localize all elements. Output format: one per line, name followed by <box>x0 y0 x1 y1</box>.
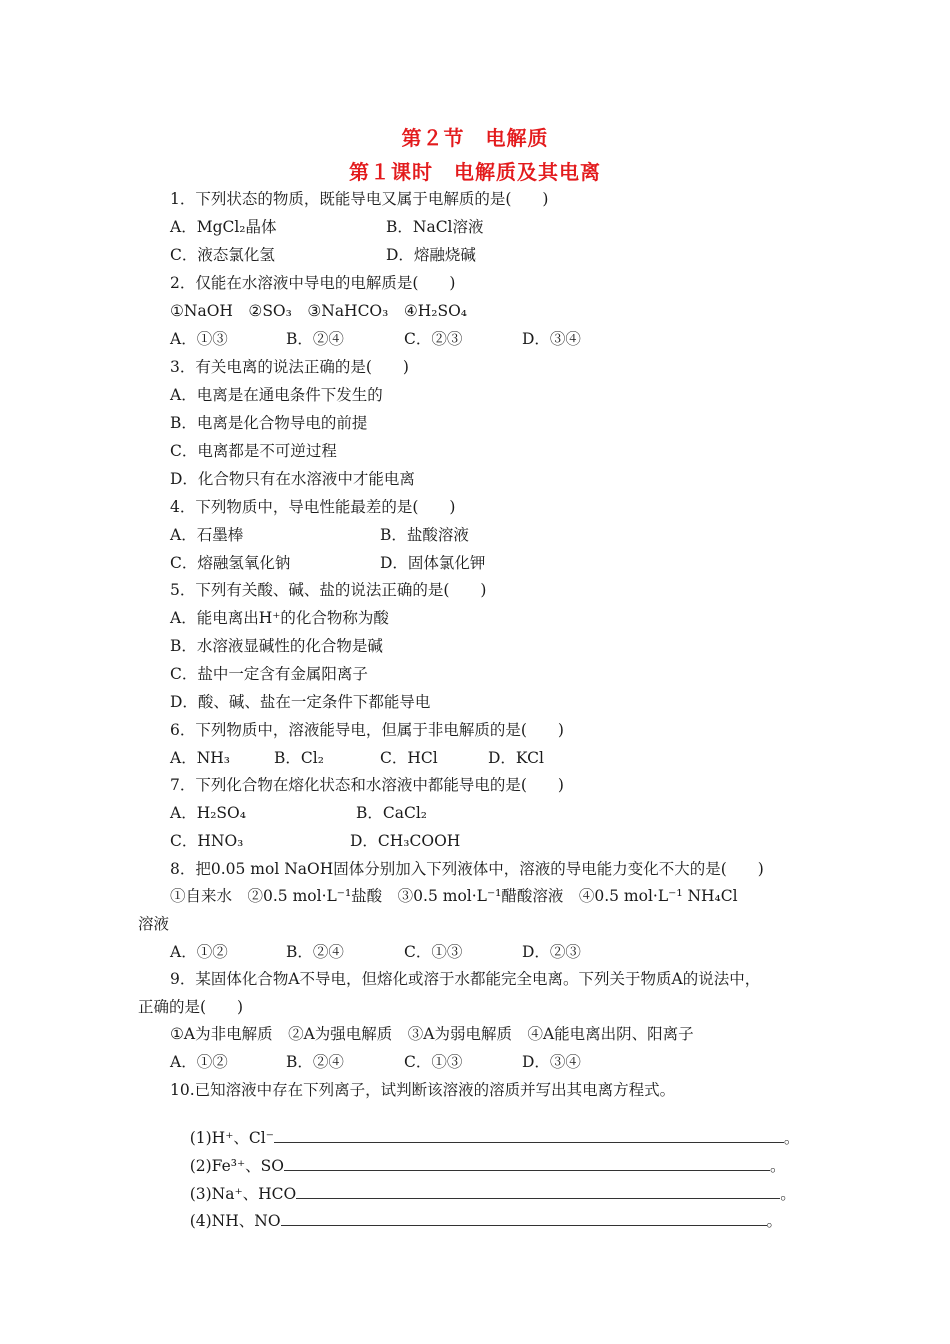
question-5-stem: 5．下列有关酸、碱、盐的说法正确的是( ) <box>170 581 487 599</box>
part-4-period: 。 <box>766 1212 783 1230</box>
question-7-option-b: B．CaCl₂ <box>356 804 428 822</box>
answer-blank-4[interactable] <box>281 1211 767 1226</box>
question-6-option-a: A．NH₃ <box>170 749 230 767</box>
question-6-option-b: B．Cl₂ <box>274 749 324 767</box>
part-2-ions: (2)Fe³⁺、SO <box>189 1157 284 1175</box>
question-4-option-a: A．石墨棒 <box>170 526 244 544</box>
question-9-option-a: A．①② <box>170 1053 228 1071</box>
question-8-items-continued: 溶液 <box>138 915 170 933</box>
question-10-part-4 <box>170 1191 782 1251</box>
lesson-title: 第１课时 电解质及其电离 <box>349 160 601 184</box>
question-6-stem: 6．下列物质中，溶液能导电，但属于非电解质的是( ) <box>170 721 564 739</box>
question-5-option-c: C．盐中一定含有金属阳离子 <box>170 665 368 683</box>
section-title: 第２节 电解质 <box>401 126 549 150</box>
question-7-stem: 7．下列化合物在熔化状态和水溶液中都能导电的是( ) <box>170 776 564 794</box>
question-2-option-c: C．②③ <box>404 330 463 348</box>
question-5-option-d: D．酸、碱、盐在一定条件下都能导电 <box>170 693 431 711</box>
question-9-stem: 9．某固体化合物A不导电，但熔化或溶于水都能完全电离。下列关于物质A的说法中， <box>170 970 761 988</box>
question-1-option-b: B．NaCl溶液 <box>386 218 484 236</box>
question-3-option-b: B．电离是化合物导电的前提 <box>170 414 368 432</box>
question-1-option-c: C．液态氯化氢 <box>170 246 275 264</box>
question-9-stem-continued: 正确的是( ) <box>138 998 244 1016</box>
question-1-option-a: A．MgCl₂晶体 <box>170 218 277 236</box>
question-8-option-d: D．②③ <box>522 943 581 961</box>
question-1-option-d: D．熔融烧碱 <box>386 246 476 264</box>
question-1-stem: 1．下列状态的物质，既能导电又属于电解质的是( ) <box>170 190 549 208</box>
question-8-option-c: C．①③ <box>404 943 463 961</box>
question-8-option-a: A．①② <box>170 943 228 961</box>
question-4-stem: 4．下列物质中，导电性能最差的是( ) <box>170 498 456 516</box>
part-3-ions: (3)Na⁺、HCO <box>189 1185 297 1203</box>
question-5-option-b: B．水溶液显碱性的化合物是碱 <box>170 637 383 655</box>
question-8-items: ①自来水 ②0.5 mol·L⁻¹盐酸 ③0.5 mol·L⁻¹醋酸溶液 ④0.5 mol·L⁻¹ NH₄Cl <box>170 887 738 905</box>
question-2-option-b: B．②④ <box>286 330 344 348</box>
question-3-stem: 3．有关电离的说法正确的是( ) <box>170 358 409 376</box>
part-1-ions: (1)H⁺、Cl⁻ <box>189 1129 274 1147</box>
question-2-items: ①NaOH ②SO₃ ③NaHCO₃ ④H₂SO₄ <box>170 302 468 320</box>
question-10-stem: 10.已知溶液中存在下列离子，试判断该溶液的溶质并写出其电离方程式。 <box>170 1081 676 1099</box>
question-8-stem: 8．把0.05 mol NaOH固体分别加入下列液体中，溶液的导电能力变化不大的是( ) <box>170 860 764 878</box>
part-3-period: 。 <box>780 1185 796 1203</box>
question-7-option-c: C．HNO₃ <box>170 832 244 850</box>
question-4-option-c: C．熔融氢氧化钠 <box>170 554 291 572</box>
part-2-period: 。 <box>769 1157 786 1175</box>
question-9-option-d: D．③④ <box>522 1053 581 1071</box>
question-6-option-d: D．KCl <box>488 749 544 767</box>
part-1-period: 。 <box>783 1129 800 1147</box>
question-9-items: ①A为非电解质 ②A为强电解质 ③A为弱电解质 ④A能电离出阴、阳离子 <box>170 1025 694 1043</box>
question-2-stem: 2．仅能在水溶液中导电的电解质是( ) <box>170 274 456 292</box>
question-6-option-c: C．HCl <box>380 749 438 767</box>
question-3-option-c: C．电离都是不可逆过程 <box>170 442 337 460</box>
part-4-ions: (4)NH、NO <box>189 1212 281 1230</box>
question-2-option-a: A．①③ <box>170 330 228 348</box>
question-2-option-d: D．③④ <box>522 330 581 348</box>
question-4-option-b: B．盐酸溶液 <box>380 526 469 544</box>
question-7-option-a: A．H₂SO₄ <box>170 804 246 822</box>
question-3-option-a: A．电离是在通电条件下发生的 <box>170 386 383 404</box>
question-8-option-b: B．②④ <box>286 943 344 961</box>
question-5-option-a: A．能电离出H⁺的化合物称为酸 <box>170 609 389 627</box>
question-7-option-d: D．CH₃COOH <box>350 832 461 850</box>
question-4-option-d: D．固体氯化钾 <box>380 554 486 572</box>
question-9-option-c: C．①③ <box>404 1053 463 1071</box>
question-3-option-d: D．化合物只有在水溶液中才能电离 <box>170 470 415 488</box>
question-9-option-b: B．②④ <box>286 1053 344 1071</box>
